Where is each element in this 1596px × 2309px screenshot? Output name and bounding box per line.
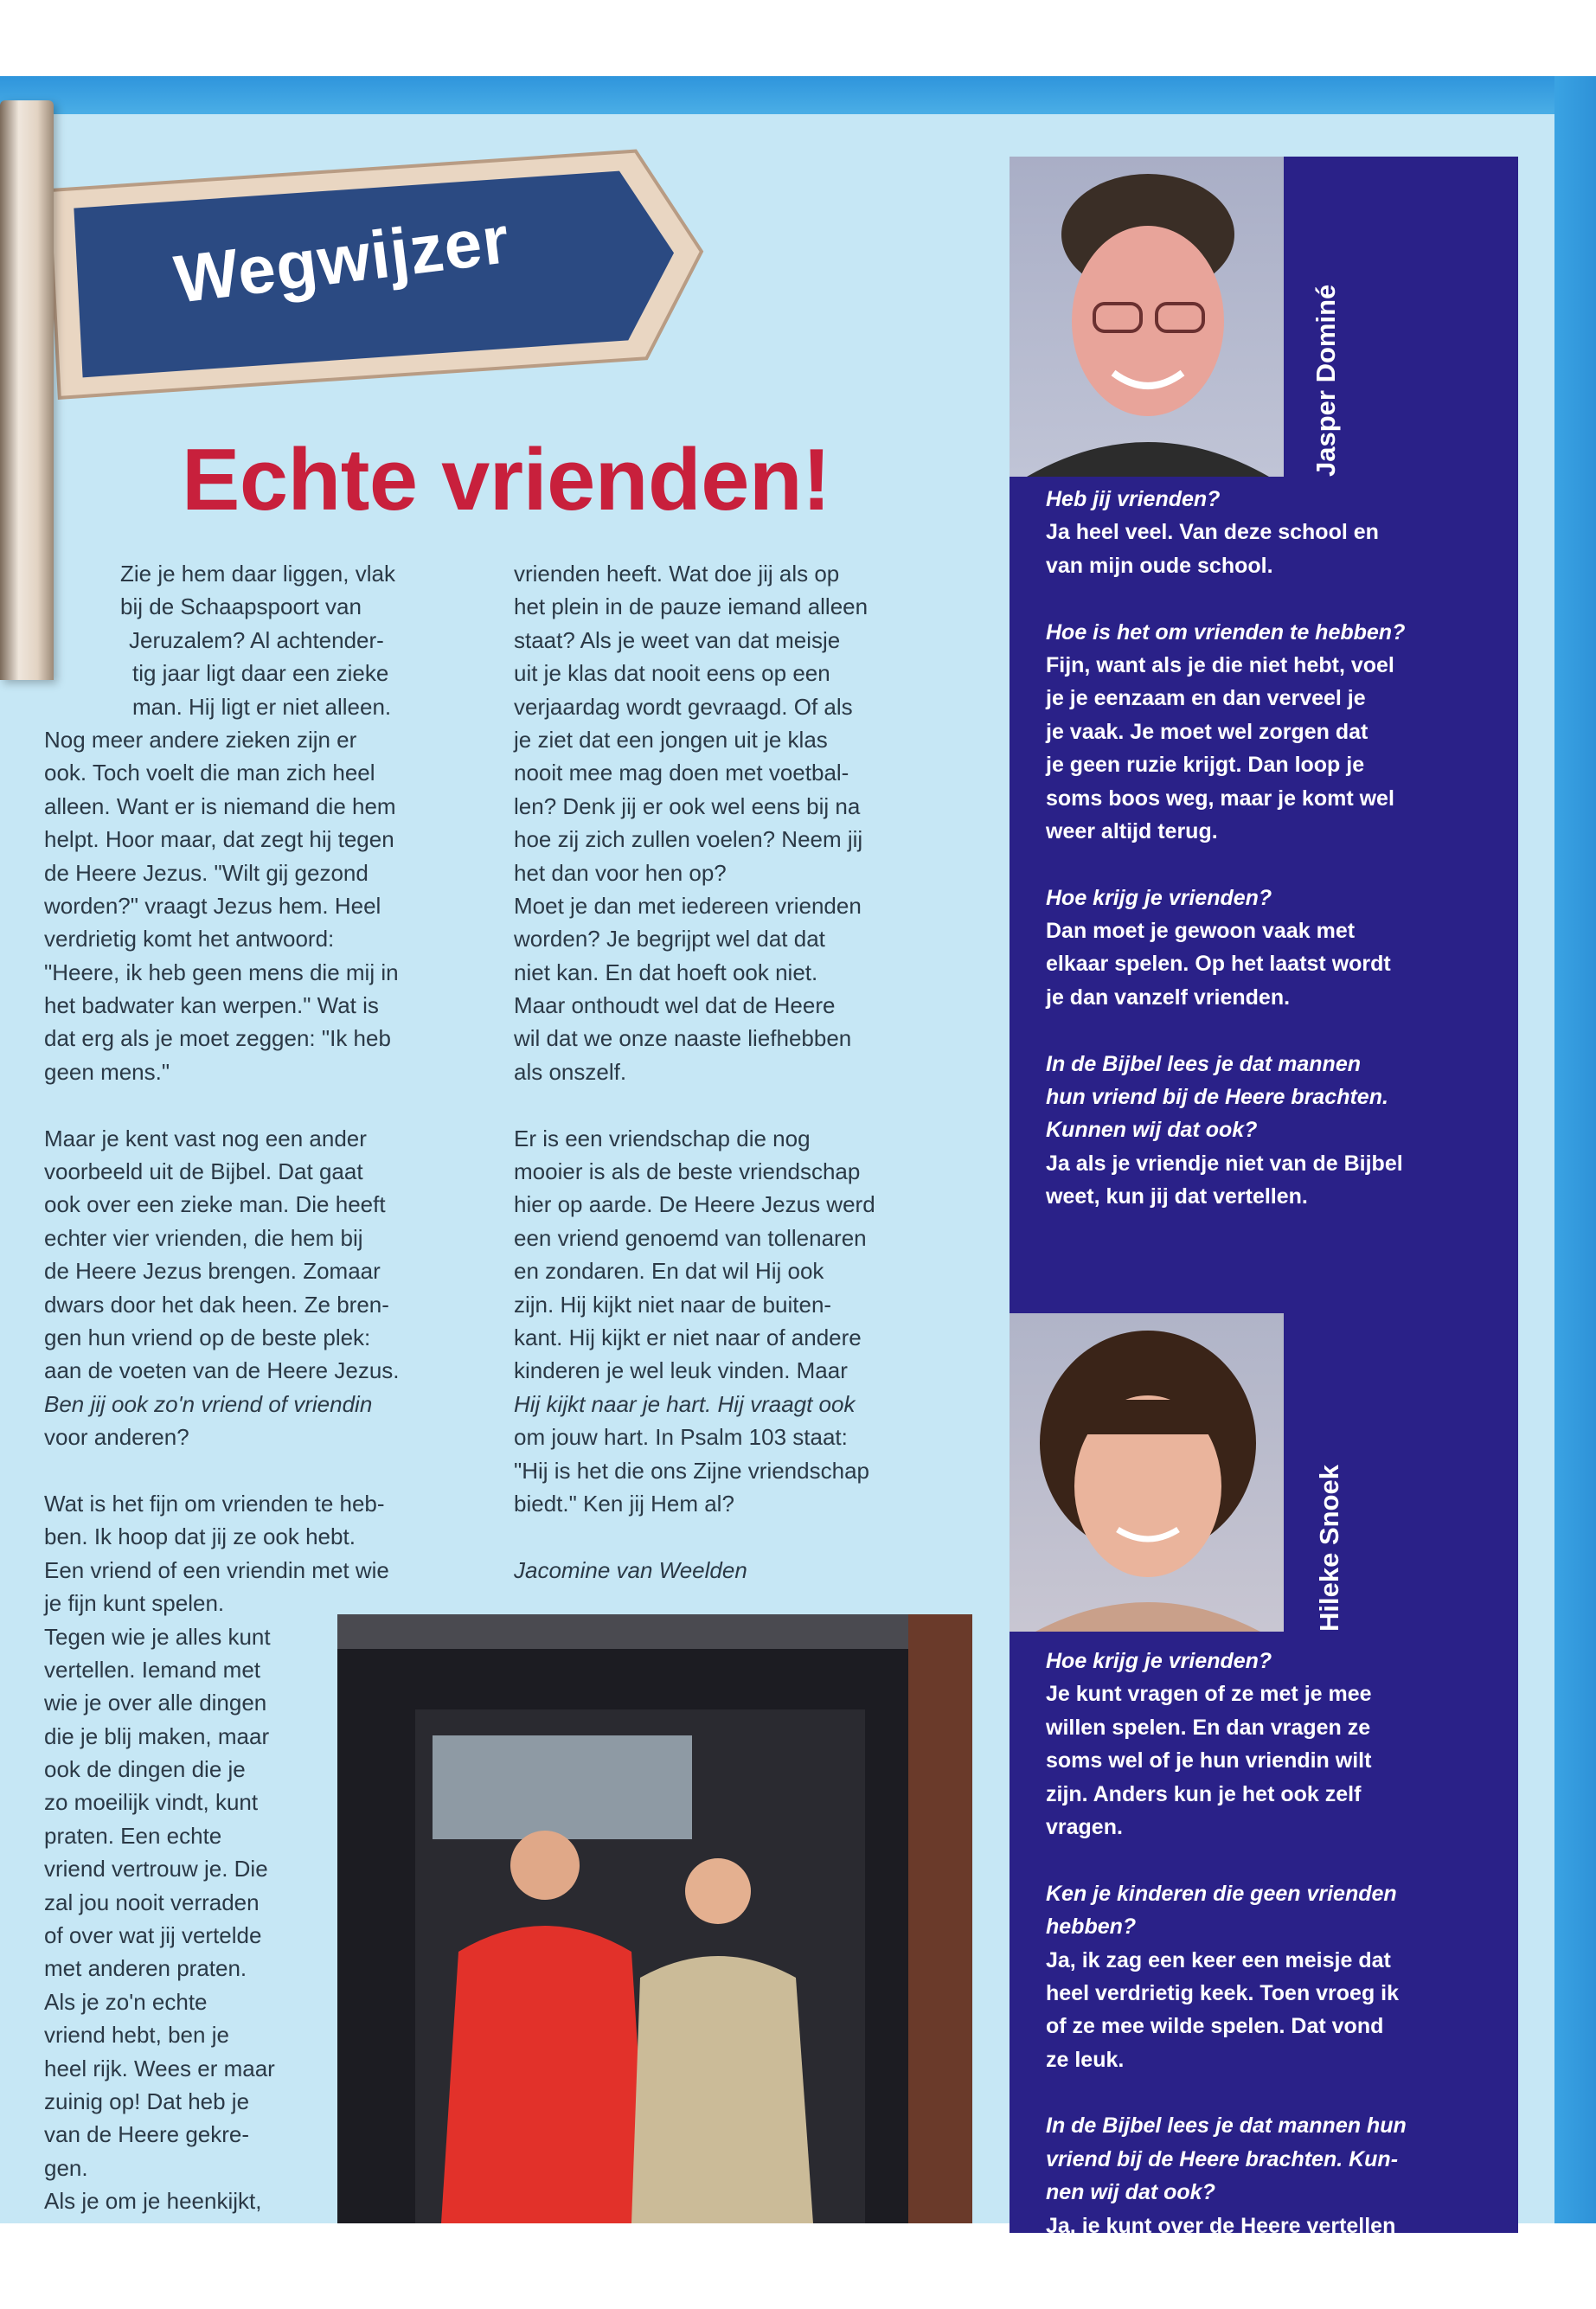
text-line: hun vriend bij de Heere brachten. — [1046, 1085, 1388, 1110]
text-line: echter vier vrienden, die hem bij — [44, 1224, 363, 1251]
text-line: worden?" vraagt Jezus hem. Heel — [44, 892, 381, 919]
text-line: voor anderen? — [44, 1424, 189, 1451]
text-line: je geen ruzie krijgt. Dan loop je — [1046, 753, 1365, 778]
text-line: tig jaar ligt daar een zieke — [132, 660, 389, 687]
text-line: Hoe is het om vrienden te hebben? — [1046, 619, 1406, 645]
text-line: Je kunt vragen of ze met je mee — [1046, 1682, 1372, 1707]
text-line: Ben jij ook zo'n vriend of vriendin — [44, 1390, 373, 1417]
text-line: Dan moet je gewoon vaak met — [1046, 919, 1356, 944]
text-line: van mijn oude school. — [1046, 553, 1273, 578]
blank-line — [1046, 1844, 1407, 1876]
photo-two-boys — [337, 1614, 972, 2223]
text-line: Hoe krijg je vrienden? — [1046, 885, 1272, 910]
text-line: het plein in de pauze iemand alleen — [514, 593, 869, 620]
text-line: met anderen praten. — [44, 1955, 247, 1982]
text-line: hebben? — [1046, 1915, 1137, 1940]
text-line: van de Heere gekre- — [44, 2121, 250, 2148]
text-line: Maar je kent vast nog een ander — [44, 1125, 367, 1151]
text-line: kinderen je wel leuk vinden. Maar — [514, 1357, 848, 1384]
text-line: Kunnen wij dat ook? — [1046, 1118, 1258, 1143]
text-line: Hoe krijg je vrienden? — [1046, 1649, 1272, 1673]
text-line: dwars door het dak heen. Ze bren- — [44, 1291, 389, 1318]
text-line: ook. Toch voelt die man zich heel — [44, 760, 375, 786]
portrait-jasper-image — [1010, 157, 1284, 477]
text-line: Heb jij vrienden? — [1046, 487, 1221, 511]
text-line: ze leuk. — [1046, 2047, 1125, 2072]
interview-qa-jasper — [1046, 483, 1405, 1214]
text-line: elkaar spelen. Op het laatst wordt — [1046, 952, 1391, 977]
photo-two-boys-image — [337, 1614, 972, 2223]
page-frame-right — [1554, 76, 1596, 2223]
text-line: praten. Een echte — [44, 1822, 222, 1849]
text-line: die je blij maken, maar — [44, 1722, 270, 1749]
text-line: je je eenzaam en dan verveel je — [1046, 686, 1366, 711]
text-line: man. Hij ligt er niet alleen. — [132, 693, 392, 720]
portrait-jasper — [1010, 157, 1284, 477]
blank-line — [1046, 582, 1405, 615]
text-line: zijn. Hij kijkt niet naar de buiten- — [514, 1291, 832, 1318]
text-line: soms wel of je hun vriendin wilt — [1046, 1748, 1372, 1773]
text-line: Hij kijkt naar je hart. Hij vraagt ook — [514, 1390, 856, 1417]
text-line: ook de dingen die je — [44, 1756, 246, 1783]
text-line: heel rijk. Wees er maar — [44, 2055, 275, 2081]
text-line: Als je zo'n echte — [44, 1988, 208, 2015]
text-line: worden? Je begrijpt wel dat dat — [514, 926, 825, 952]
text-line: Maar onthoudt wel dat de Heere — [514, 992, 836, 1019]
text-line: wil dat we onze naaste liefhebben — [514, 1025, 852, 1052]
text-line: wie je over alle dingen — [44, 1690, 267, 1716]
text-line: mooier is als de beste vriendschap — [514, 1158, 861, 1185]
text-line: je fijn kunt spelen. — [44, 1590, 225, 1617]
text-line: ook over een zieke man. Die heeft — [44, 1191, 386, 1218]
text-line: weet, kun jij dat vertellen. — [1046, 1184, 1308, 1209]
text-line: vriend bij de Heere brachten. Kun- — [1046, 2146, 1399, 2171]
text-line: en zondaren. En dat wil Hij ook — [514, 1258, 824, 1285]
portrait-hileke-image — [1010, 1313, 1284, 1632]
text-line: verdrietig komt het antwoord: — [44, 926, 335, 952]
blank-line — [1046, 848, 1405, 881]
text-line: zal jou nooit verraden — [44, 1889, 260, 1915]
text-line: de Heere Jezus. "Wilt gij gezond — [44, 859, 369, 886]
interview-qa-hileke — [1046, 1645, 1407, 2309]
text-line: ben. Ik hoop dat jij ze ook hebt. — [44, 1523, 356, 1550]
page-title: Echte vrienden! — [182, 432, 831, 529]
text-line: bij de Schaapspoort van — [120, 593, 362, 620]
text-line: alleen. Want er is niemand die hem — [44, 792, 396, 819]
text-line: gen. — [44, 2154, 88, 2181]
text-line: hoe zij zich zullen voelen? Neem jij — [514, 826, 863, 853]
text-line: en je kunt ook voor je vriendin bid- — [1046, 2247, 1404, 2272]
text-line: biedt." Ken jij Hem al? — [514, 1490, 734, 1517]
text-line: zo moeilijk vindt, kunt — [44, 1789, 259, 1816]
text-line: Er is een vriendschap die nog — [514, 1125, 811, 1151]
text-line: vertellen. Iemand met — [44, 1656, 261, 1683]
text-line: of over wat jij vertelde — [44, 1922, 262, 1949]
text-line: Fijn, want als je die niet hebt, voel — [1046, 652, 1394, 677]
page-frame-top — [0, 76, 1596, 114]
text-line: dat erg als je moet zeggen: "Ik heb — [44, 1025, 391, 1052]
text-line: "Hij is het die ons Zijne vriendschap — [514, 1457, 869, 1484]
text-line: In de Bijbel lees je dat mannen — [1046, 1051, 1361, 1076]
text-line: heel verdrietig keek. Toen vroeg ik — [1046, 1980, 1400, 2005]
text-line: nooit mee mag doen met voetbal- — [514, 760, 849, 786]
magazine-page — [0, 76, 1596, 2305]
text-line: zuinig op! Dat heb je — [44, 2088, 250, 2114]
blank-line — [44, 1088, 400, 1121]
text-line: Tegen wie je alles kunt — [44, 1623, 271, 1650]
blank-line — [44, 1454, 400, 1487]
blank-line — [514, 1520, 875, 1553]
text-line: het badwater kan werpen." Wat is — [44, 992, 379, 1019]
text-line: geen mens." — [44, 1058, 170, 1085]
text-line: len? Denk jij er ook wel eens bij na — [514, 792, 861, 819]
text-line: Als je om je heenkijkt, — [44, 2188, 262, 2215]
text-line: Ja heel veel. Van deze school en — [1046, 520, 1379, 545]
blank-line — [514, 1088, 875, 1121]
text-line: gen hun vriend op de beste plek: — [44, 1324, 371, 1350]
text-line: voorbeeld uit de Bijbel. Dat gaat — [44, 1158, 363, 1185]
text-line: een vriend genoemd van tollenaren — [514, 1224, 867, 1251]
text-line: Moet je dan met iedereen vrienden — [514, 892, 862, 919]
text-line: Ja, je kunt over de Heere vertellen — [1046, 2213, 1396, 2238]
text-line: kant. Hij kijkt er niet naar of andere — [514, 1324, 862, 1350]
text-line: Nog meer andere zieken zijn er — [44, 726, 357, 753]
text-line: of ze mee wilde spelen. Dat vond — [1046, 2014, 1384, 2039]
text-line: de Heere Jezus brengen. Zomaar — [44, 1258, 381, 1285]
text-line: Jeruzalem? Al achtender- — [129, 626, 384, 653]
blank-line — [1046, 2076, 1407, 2109]
text-line: verjaardag wordt gevraagd. Of als — [514, 693, 853, 720]
text-line: Zie je hem daar liggen, vlak — [120, 561, 395, 587]
text-line: aan de voeten van de Heere Jezus. — [44, 1357, 400, 1384]
text-line: uit je klas dat nooit eens op een — [514, 660, 830, 687]
article-column-middle — [514, 557, 875, 1587]
text-line: Ken je kinderen die geen vrienden — [1046, 1881, 1397, 1906]
text-line: den of ze een nieuw hart krijgt. — [1046, 2280, 1362, 2305]
text-line: "Heere, ik heb geen mens die mij in — [44, 959, 399, 985]
section-label: Wegwijzer — [170, 201, 514, 317]
text-line: het dan voor hen op? — [514, 859, 727, 886]
text-line: als onszelf. — [514, 1058, 627, 1085]
text-line: vrienden heeft. Wat doe jij als op — [514, 561, 840, 587]
interview-panel — [1010, 157, 1518, 2305]
text-line: je vaak. Je moet wel zorgen dat — [1046, 719, 1368, 744]
text-line: vragen. — [1046, 1814, 1123, 1839]
text-line: om jouw hart. In Psalm 103 staat: — [514, 1424, 848, 1451]
interviewee-name: Hileke Snoek — [1314, 1465, 1344, 1632]
text-line: zijn. Anders kun je het ook zelf — [1046, 1781, 1362, 1806]
text-line: Ja als je vriendje niet van de Bijbel — [1046, 1151, 1403, 1176]
text-line: helpt. Hoor maar, dat zegt hij tegen — [44, 826, 394, 853]
text-line: weer altijd terug. — [1046, 818, 1218, 843]
text-line: vriend hebt, ben je — [44, 2022, 229, 2049]
text-line: Jacomine van Weelden — [514, 1556, 747, 1583]
text-line: soms boos weg, maar je komt wel — [1046, 786, 1394, 811]
text-line: Wat is het fijn om vrienden te heb- — [44, 1490, 385, 1517]
text-line: vriend vertrouw je. Die — [44, 1856, 268, 1882]
text-line: je dan vanzelf vrienden. — [1046, 985, 1291, 1010]
text-line: hier op aarde. De Heere Jezus werd — [514, 1191, 875, 1218]
text-line: willen spelen. En dan vragen ze — [1046, 1715, 1371, 1740]
blank-line — [1046, 1014, 1405, 1047]
text-line: niet kan. En dat hoeft ook niet. — [514, 959, 818, 985]
text-line: In de Bijbel lees je dat mannen hun — [1046, 2113, 1407, 2139]
signpost-board — [47, 121, 717, 414]
text-line: Ja, ik zag een keer een meisje dat — [1046, 1947, 1391, 1972]
text-line: nen wij dat ook? — [1046, 2180, 1215, 2205]
text-line: staat? Als je weet van dat meisje — [514, 626, 841, 653]
interviewee-name: Jasper Dominé — [1311, 284, 1341, 477]
text-line: Een vriend of een vriendin met wie — [44, 1556, 389, 1583]
portrait-hileke — [1010, 1313, 1284, 1632]
text-line: je ziet dat een jongen uit je klas — [514, 726, 828, 753]
